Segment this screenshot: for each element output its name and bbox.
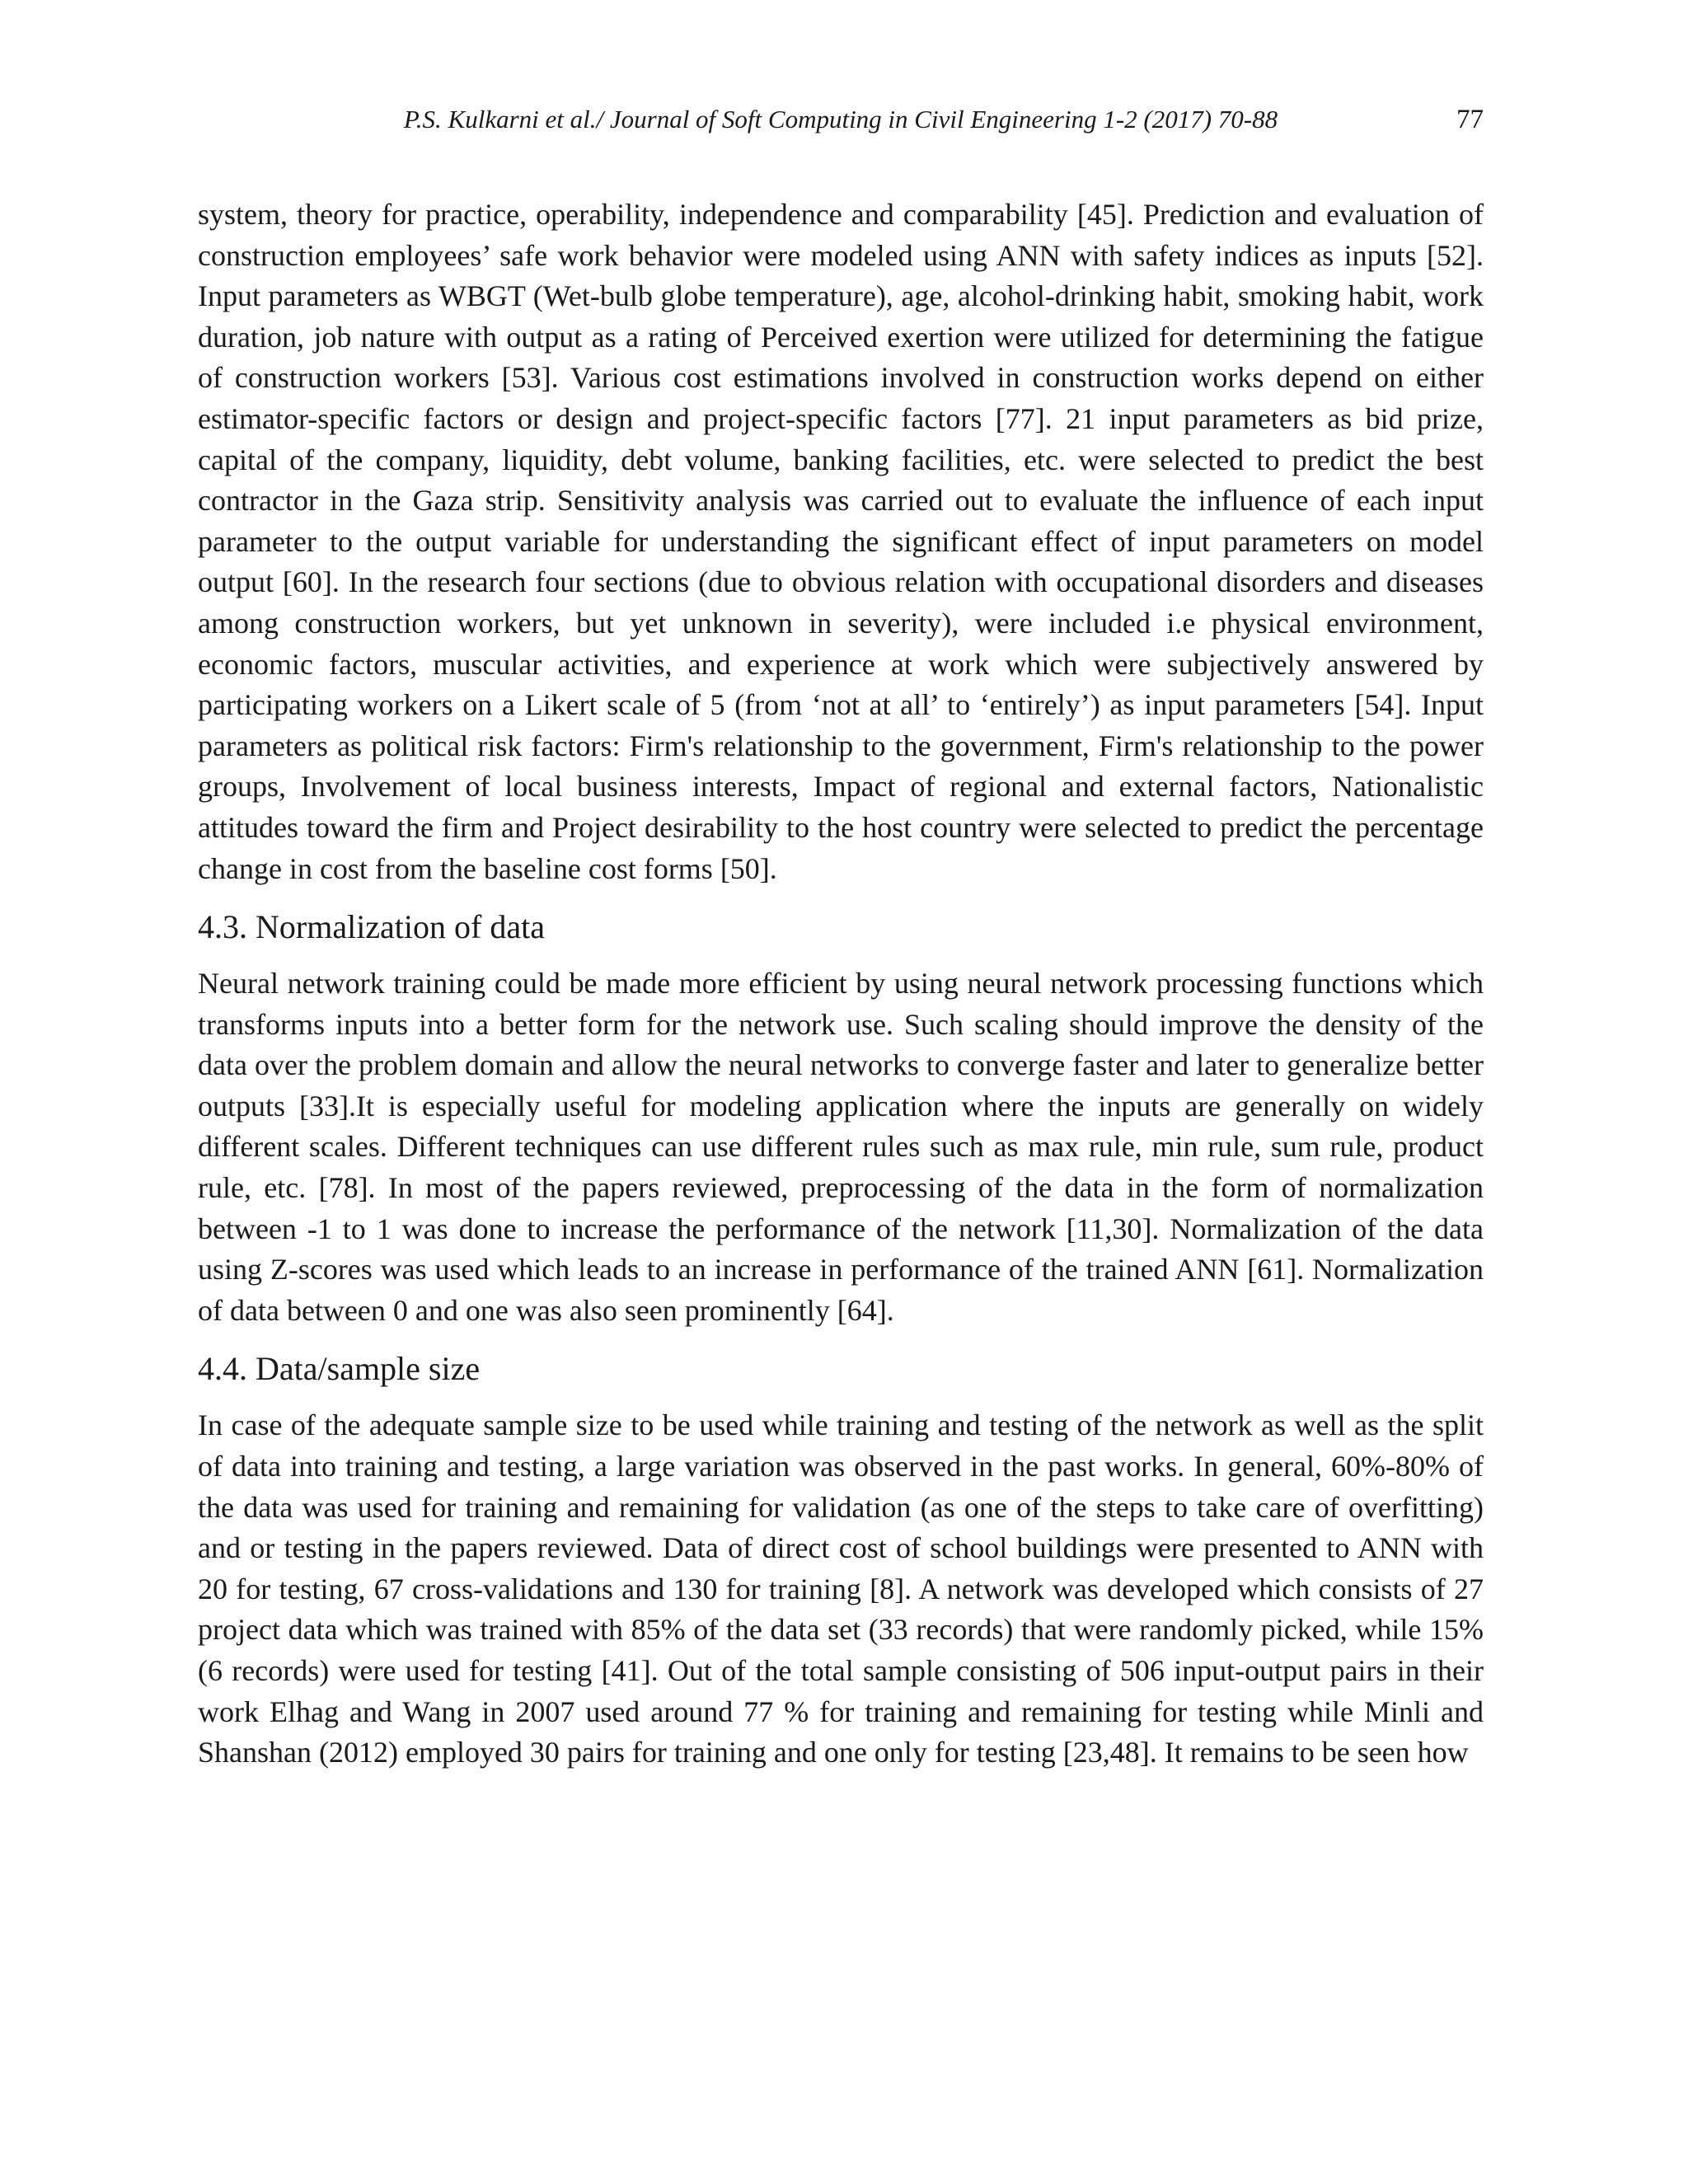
- journal-citation: P.S. Kulkarni et al./ Journal of Soft Computing in Civil Engineering 1-2 (2017) 70-88: [403, 105, 1278, 134]
- page-number: 77: [1456, 105, 1484, 134]
- article-body: [198, 194, 1484, 1774]
- section-heading-sample-size: 4.4. Data/sample size: [198, 1350, 481, 1388]
- body-paragraph: In case of the adequate sample size to be used while training and testing of the network as well as the split of data into training and testing, a large variation was observed in the past works. In general, 60%-80% of the data was used for training and remaining for validation (as one of the steps to take care of overfitting) and or testing in the papers reviewed. Data of direct cost of school buildings were presented to ANN with 20 for testing, 67 cross-validations and 130 for training [8]. A network was developed which consists of 27 project data which was trained with 85% of the data set (33 records) that were randomly picked, while 15% (6 records) were used for testing [41]. Out of the total sample consisting of 506 input-output pairs in their work Elhag and Wang in 2007 used around 77 % for training and remaining for testing while Minli and Shanshan (2012) employed 30 pairs for training and one only for testing [23,48]. It remains to be seen how: [198, 1408, 1484, 1769]
- body-paragraph: Neural network training could be made more efficient by using neural network processing functions which transforms inputs into a better form for the network use. Such scaling should improve the density of the data over the problem domain and allow the neural networks to converge faster and later to generalize better outputs [33].It is especially useful for modeling application where the inputs are generally on widely different scales. Different techniques can use different rules such as max rule, min rule, sum rule, product rule, etc. [78]. In most of the papers reviewed, preprocessing of the data in the form of normalization between -1 to 1 was done to increase the performance of the network [11,30]. Normalization of the data using Z-scores was used which leads to an increase in performance of the trained ANN [61]. Normalization of data between 0 and one was also seen prominently [64].: [198, 967, 1484, 1327]
- running-header: [198, 99, 1484, 140]
- section-heading-normalization: 4.3. Normalization of data: [198, 908, 545, 946]
- body-paragraph: system, theory for practice, operability, independence and comparability [45]. Prediction and evaluation of construction employees’ safe work behavior were modeled using ANN with safety indices as inputs [52]. Input parameters as WBGT (Wet-bulb globe temperature), age, alcohol-drinking habit, smoking habit, work duration, job nature with output as a rating of Perceived exertion were utilized for determining the fatigue of construction workers [53]. Various cost estimations involved in construction works depend on either estimator-specific factors or design and project-specific factors [77]. 21 input parameters as bid prize, capital of the company, liquidity, debt volume, banking facilities, etc. were selected to predict the best contractor in the Gaza strip. Sensitivity analysis was carried out to evaluate the influence of each input parameter to the output variable for understanding the significant effect of input parameters on model output [60]. In the research four sections (due to obvious relation with occupational disorders and diseases among construction workers, but yet unknown in severity), were included i.e physical environment, economic factors, muscular activities, and experience at work which were subjectively answered by participating workers on a Likert scale of 5 (from ‘not at all’ to ‘entirely’) as input parameters [54]. Input parameters as political risk factors: Firm's relationship to the government, Firm's relationship to the power groups, Involvement of local business interests, Impact of regional and external factors, Nationalistic attitudes toward the firm and Project desirability to the host country were selected to predict the percentage change in cost from the baseline cost forms [50].: [198, 198, 1484, 885]
